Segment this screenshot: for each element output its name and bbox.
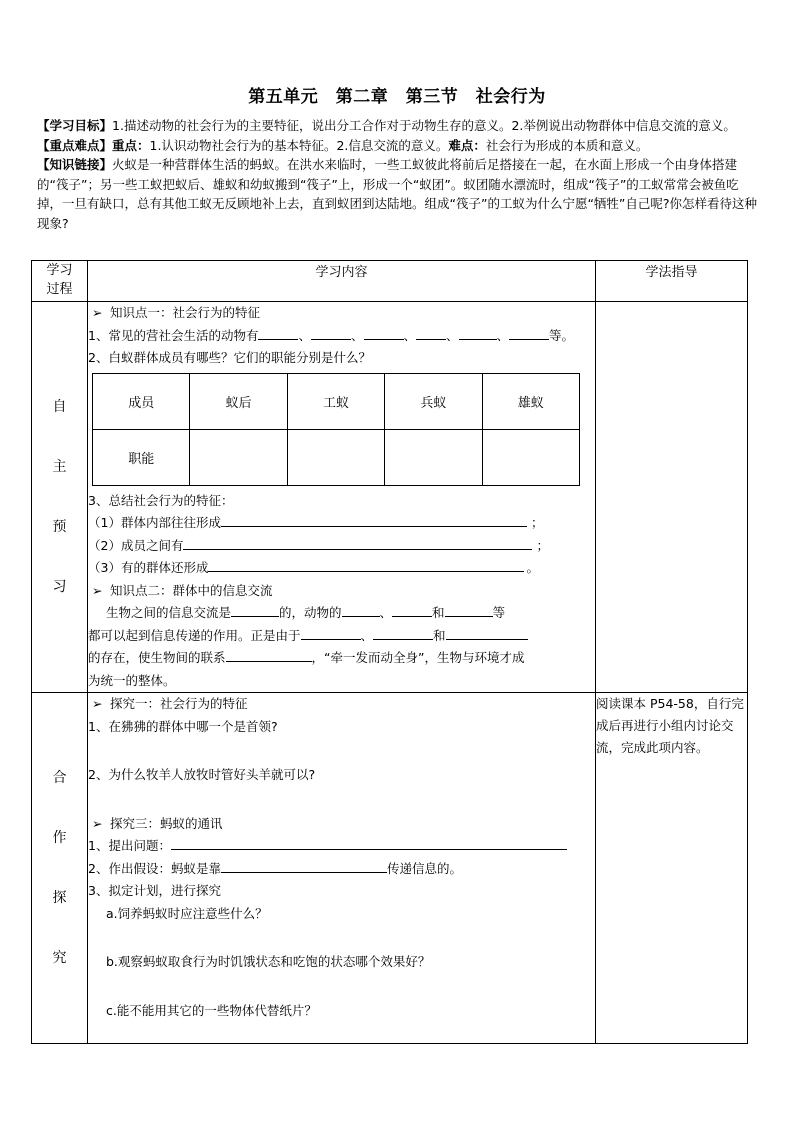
process-char: 合: [52, 770, 67, 786]
content-cooperative: [88, 693, 596, 1044]
spacer: [88, 738, 595, 764]
answer-blank[interactable]: [208, 559, 524, 572]
spacer: [88, 787, 595, 813]
inner-answer-cell[interactable]: [190, 429, 287, 485]
p3b: ，“牵一发而动全身”，生物与环境才成: [311, 650, 525, 665]
section-self-study: [32, 302, 748, 693]
p2b: 、: [360, 627, 374, 643]
ex3-question-3: 3、拟定计划，进行探究: [88, 883, 221, 898]
question-1: [88, 325, 595, 348]
header-guide: 学法指导: [596, 261, 748, 302]
answer-blank[interactable]: [373, 627, 433, 640]
arrow-bullet-icon: ➢: [92, 815, 103, 831]
process-char: 预: [52, 519, 67, 535]
process-self-study: [32, 302, 88, 693]
inner-answer-cell[interactable]: [385, 429, 482, 485]
focus-points: [37, 136, 759, 156]
ex3-q1-text: 1、提出问题：: [88, 838, 171, 853]
goal-label: 【学习目标】: [37, 118, 113, 133]
q3b-text: （2）成员之间有: [88, 537, 184, 553]
answer-blank[interactable]: [342, 604, 380, 617]
inner-cell: 蚁后: [190, 373, 287, 429]
p3a: 的存在，使生物间的联系: [88, 650, 226, 665]
separator: 、: [446, 327, 459, 343]
process-char: 习: [52, 579, 67, 595]
question-3: 3、总结社会行为的特征：: [88, 492, 234, 508]
separator: 、: [350, 327, 364, 343]
process-char: 自: [52, 399, 67, 415]
section-cooperative: [32, 693, 748, 1044]
ex3-heading: [88, 813, 595, 836]
punct: 。: [526, 560, 539, 575]
separator: 、: [298, 327, 311, 343]
p2a: 都可以起到信息传递的作用。正是由于: [88, 627, 301, 643]
goal-text: 1.描述动物的社会行为的主要特征，说出分工合作对于动物生存的意义。2.举例说出动物群体中信息交流的意义。: [112, 118, 736, 133]
ex3-sub-c: c.能不能用其它的一些物体代替纸片？: [106, 1002, 317, 1018]
link-label: 【知识链接】: [37, 157, 113, 173]
ex1-question-2: 2、为什么牧羊人放牧时管好头羊就可以?: [88, 767, 316, 782]
answer-blank[interactable]: [221, 860, 387, 873]
question-3a: [88, 512, 595, 535]
answer-blank[interactable]: [509, 327, 549, 340]
ex1-heading: [88, 693, 595, 716]
inner-answer-cell[interactable]: [482, 429, 579, 485]
ex1-question-1: 1、在狒狒的群体中哪一个是首领?: [88, 718, 278, 734]
ex3-sub-a: a.饲养蚂蚁时应注意些什么？: [106, 905, 268, 921]
process-cooperative: [32, 693, 88, 1044]
ex3-sub-b: b.观察蚂蚁取食行为时饥饿状态和吃饱的状态哪个效果好？: [106, 954, 431, 969]
answer-blank[interactable]: [392, 604, 432, 617]
punct: ；: [530, 515, 544, 530]
answer-blank[interactable]: [445, 604, 493, 617]
question-3b: [88, 535, 595, 558]
answer-blank[interactable]: [416, 327, 446, 340]
guide-cooperative: 阅读课本 P54-58，自行完成后再进行小组内讨论交流，完成此项内容。: [596, 693, 748, 1044]
separator: 、: [496, 327, 510, 343]
ex1-title: 探究一：社会行为的特征: [110, 696, 248, 711]
punct: ；: [536, 537, 549, 553]
answer-blank[interactable]: [364, 327, 404, 340]
ex3-q2b: 传递信息的。: [386, 860, 462, 876]
answer-blank[interactable]: [226, 649, 312, 662]
answer-blank[interactable]: [258, 327, 298, 340]
kp2-title: 知识点二：群体中的信息交流: [110, 582, 273, 598]
header-process: 学习 过程: [32, 261, 88, 302]
p1e: 等: [492, 605, 506, 620]
termite-roles-table: [92, 373, 580, 486]
page-title: 第五单元 第二章 第三节 社会行为: [248, 87, 546, 107]
process-char: 主: [52, 459, 67, 475]
ex3-question-2: [88, 858, 595, 881]
inner-cell: 职能: [93, 429, 190, 485]
process-char: 究: [52, 950, 67, 966]
guide-self-study: [596, 302, 748, 693]
kp1-title: 知识点一：社会行为的特征: [110, 305, 261, 320]
inner-cell: 雄蚁: [482, 373, 579, 429]
p1d: 和: [432, 605, 445, 620]
question-3c: [88, 557, 595, 580]
paragraph-line-4: 为统一的整体。: [88, 672, 176, 688]
kp2-heading: [88, 580, 595, 603]
p2c: 和: [433, 627, 446, 643]
answer-blank[interactable]: [183, 537, 532, 550]
answer-blank[interactable]: [231, 604, 279, 617]
spacer: [88, 974, 595, 1000]
focus-label: 【重点难点】: [37, 137, 113, 153]
answer-blank[interactable]: [171, 837, 567, 850]
study-table: [31, 260, 748, 1044]
arrow-bullet-icon: ➢: [92, 696, 103, 711]
learning-goal: [37, 116, 759, 136]
inner-cell: 兵蚁: [385, 373, 482, 429]
inner-cell: 工蚁: [287, 373, 384, 429]
p1b: 的，动物的: [279, 605, 342, 620]
arrow-bullet-icon: ➢: [92, 305, 103, 320]
inner-cell: 成员: [93, 373, 190, 429]
q3a-text: （1）群体内部往往形成: [88, 515, 221, 530]
arrow-bullet-icon: ➢: [92, 582, 103, 598]
paragraph-line-2: [88, 625, 595, 648]
header-content: 学习内容: [88, 261, 596, 302]
inner-row-members: [93, 373, 580, 429]
knowledge-link: [37, 155, 759, 233]
paragraph-line-1: [88, 602, 595, 625]
answer-blank[interactable]: [311, 327, 351, 340]
ex3-question-1: [88, 835, 595, 858]
q1-suffix: 等。: [549, 327, 575, 343]
ex3-title: 探究三：蚂蚁的通讯: [110, 815, 223, 831]
answer-blank[interactable]: [301, 627, 361, 640]
spacer: [88, 925, 595, 951]
content-self-study: [88, 302, 596, 693]
answer-blank[interactable]: [459, 327, 497, 340]
focus-key-text: 1.认识动物社会行为的基本特征。2.信息交流的意义。: [149, 137, 449, 153]
focus-diff-label: 难点：: [448, 137, 486, 153]
paragraph-line-3: [88, 647, 595, 670]
p1a: 生物之间的信息交流是: [106, 605, 232, 620]
answer-blank[interactable]: [221, 514, 527, 527]
process-char: 探: [52, 890, 67, 906]
link-text: 火蚁是一种营群体生活的蚂蚁。在洪水来临时，一些工蚁彼此将前后足搭接在一起，在水面上形成一个由身体搭建的“筏子”；另一些工蚁把蚁后、雄蚁和幼蚁搬到“筏子”上，形成一个“蚁团”。蚁团随水漂流时，组成“筏子”的工蚁常常会被鱼吃掉，一旦有缺口，总有其他工蚁无反顾地补上去，直到蚁团到达陆地。组成“筏子”的工蚁为什么宁愿“牺牲”自己呢?你怎样看待这种现象?: [37, 157, 758, 231]
question-2: 2、白蚁群体成员有哪些？它们的职能分别是什么？: [88, 350, 371, 365]
focus-key-label: 重点：: [112, 137, 150, 153]
ex3-q2a: 2、作出假设：蚂蚁是靠: [88, 860, 221, 876]
q1-prefix: 1、常见的营社会生活的动物有: [88, 327, 259, 343]
answer-blank[interactable]: [446, 627, 528, 640]
separator: 、: [403, 327, 417, 343]
kp1-heading: [88, 302, 595, 325]
process-char: 作: [52, 830, 67, 846]
intro-block: [37, 116, 759, 234]
table-header-row: [32, 261, 748, 302]
q3c-text: （3）有的群体还形成: [88, 560, 209, 575]
focus-diff-text: 社会行为形成的本质和意义。: [485, 137, 649, 153]
inner-answer-cell[interactable]: [287, 429, 384, 485]
inner-row-functions: [93, 429, 580, 485]
p1c: 、: [379, 605, 393, 620]
